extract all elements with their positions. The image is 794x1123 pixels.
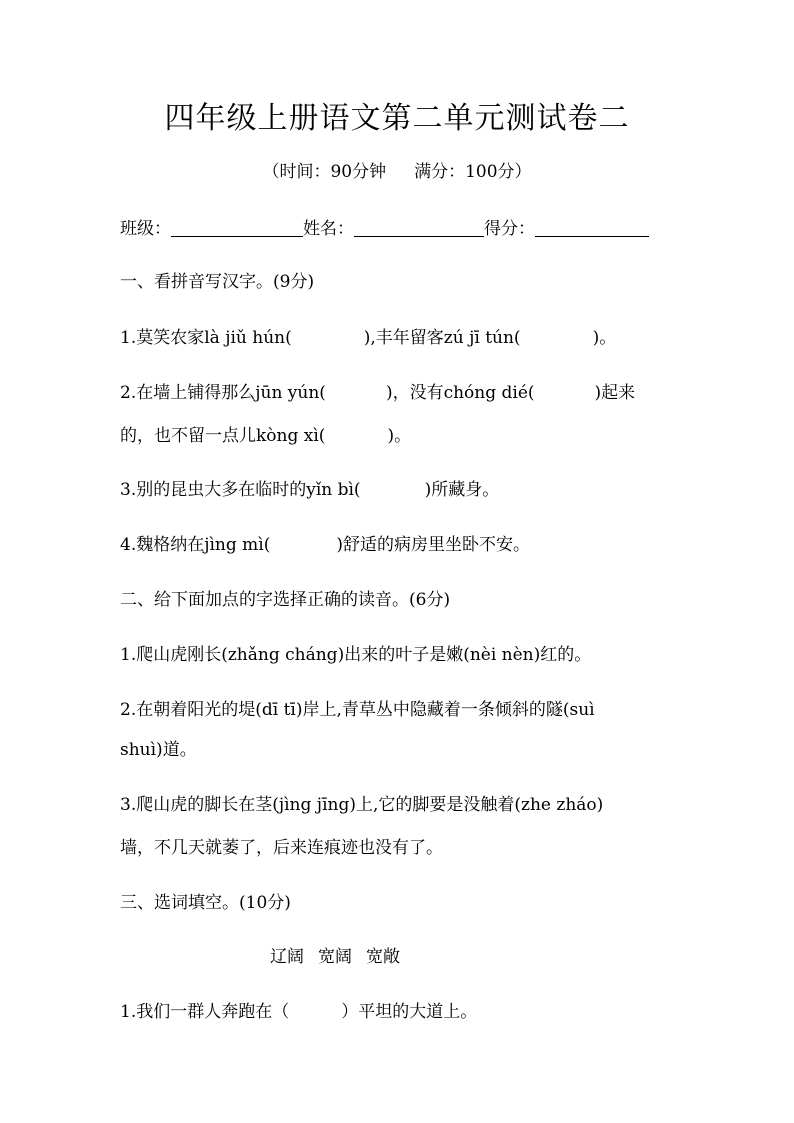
question-text: 1.我们一群人奔跑在（ [120, 1002, 290, 1022]
section-1-question-2-cont [120, 425, 411, 447]
name-label: 姓名： [303, 219, 354, 239]
question-text: )舒适的病房里坐卧不安。 [336, 535, 530, 555]
section-2-question-1: 1.爬山虎刚长(zhǎng cháng)出来的叶子是嫩(nèi nèn)红的。 [120, 645, 592, 665]
section-2-question-3-cont: 墙，不几天就萎了，后来连痕迹也没有了。 [120, 838, 443, 858]
section-1-question-1 [120, 327, 616, 349]
question-text: )，没有chóng dié( [385, 383, 535, 403]
time-limit: （时间：90分钟 [262, 162, 387, 182]
section-1-question-2 [120, 382, 635, 404]
word-option: 宽阔 [318, 947, 352, 967]
section-2-question-2: 2.在朝着阳光的堤(dī tī)岸上,青草丛中隐藏着一条倾斜的隧(suì [120, 700, 595, 720]
question-text: )起来 [594, 383, 636, 403]
word-option: 宽敞 [366, 947, 400, 967]
page-title: 四年级上册语文第二单元测试卷二 [164, 101, 630, 136]
section-2-heading: 二、给下面加点的字选择正确的读音。(6分) [120, 590, 451, 610]
word-option: 辽阔 [270, 947, 304, 967]
question-text: 1.莫笑农家là jiǔ hún( [120, 328, 292, 348]
section-2-question-3: 3.爬山虎的脚长在茎(jìng jīng)上,它的脚要是没触着(zhe zháo) [120, 795, 604, 815]
full-score: 满分：100分） [414, 162, 532, 182]
class-blank[interactable] [171, 218, 303, 237]
question-text: ）平坦的大道上。 [341, 1002, 478, 1022]
question-text: )。 [592, 328, 617, 348]
question-text: ),丰年留客zú jī tún( [363, 328, 521, 348]
student-info-line [120, 218, 649, 240]
question-text: )所藏身。 [424, 480, 500, 500]
question-text: 的，也不留一点儿kòng xì( [120, 426, 326, 446]
name-blank[interactable] [354, 218, 484, 237]
question-text: 2.在墙上铺得那么jūn yún( [120, 383, 326, 403]
word-bank [270, 946, 400, 968]
section-1-heading: 一、看拼音写汉字。(9分) [120, 272, 315, 292]
question-text: )。 [387, 426, 412, 446]
section-1-question-4 [120, 534, 530, 556]
question-text: 3.别的昆虫大多在临时的yǐn bì( [120, 480, 361, 500]
exam-meta [0, 160, 794, 184]
section-2-question-2-cont: shuì)道。 [120, 740, 197, 760]
section-3-question-1 [120, 1001, 477, 1023]
question-text: 4.魏格纳在jìng mì( [120, 535, 271, 555]
section-1-question-3 [120, 479, 499, 501]
score-blank[interactable] [535, 218, 649, 237]
class-label: 班级： [120, 219, 171, 239]
section-3-heading: 三、选词填空。(10分) [120, 893, 291, 913]
score-label: 得分： [484, 219, 535, 239]
